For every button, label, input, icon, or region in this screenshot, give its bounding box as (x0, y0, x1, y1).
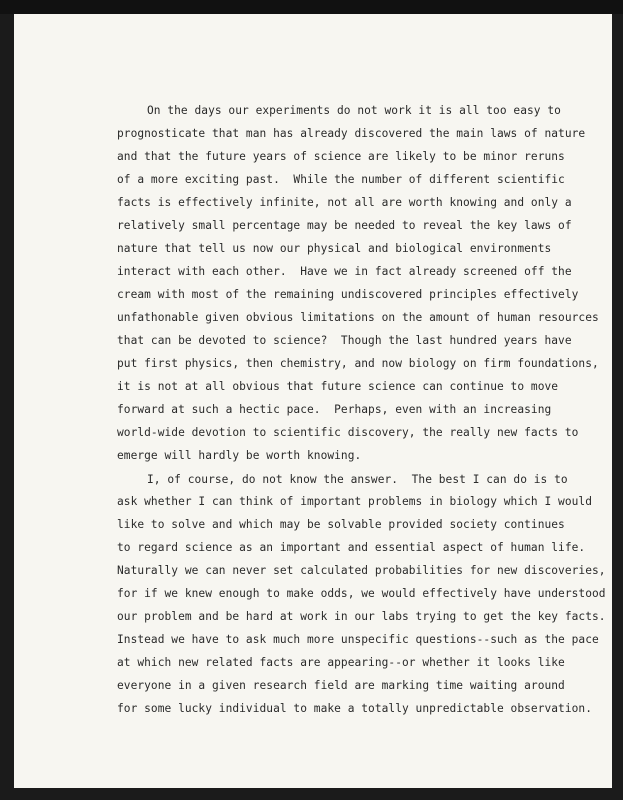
scan-top-edge (0, 0, 623, 14)
text-line: our problem and be hard at work in our labs trying to get the key facts. (117, 610, 606, 623)
text-line: to regard science as an important and essential aspect of human life. (117, 541, 586, 554)
document-page (14, 14, 612, 788)
text-line: put first physics, then chemistry, and now biology on firm foundations, (117, 357, 599, 370)
text-line: cream with most of the remaining undiscovered principles effectively (117, 288, 579, 301)
text-line: like to solve and which may be solvable provided society continues (117, 518, 565, 531)
text-line: On the days our experiments do not work it is all too easy to (147, 104, 561, 117)
text-line: I, of course, do not know the answer. The best I can do is to (147, 473, 568, 486)
text-line: for some lucky individual to make a totally unpredictable observation. (117, 702, 592, 715)
text-line: unfathonable given obvious limitations on the amount of human resources (117, 311, 599, 324)
text-line: of a more exciting past. While the number of different scientific (117, 173, 565, 186)
text-line: facts is effectively infinite, not all are worth knowing and only a (117, 196, 572, 209)
text-line: forward at such a hectic pace. Perhaps, even with an increasing (117, 403, 552, 416)
text-line: interact with each other. Have we in fact already screened off the (117, 265, 572, 278)
text-line: and that the future years of science are likely to be minor reruns (117, 150, 565, 163)
text-line: ask whether I can think of important problems in biology which I would (117, 495, 592, 508)
text-line: at which new related facts are appearing--or whether it looks like (117, 656, 565, 669)
text-line: emerge will hardly be worth knowing. (117, 449, 362, 462)
text-line: nature that tell us now our physical and biological environments (117, 242, 552, 255)
text-line: everyone in a given research field are marking time waiting around (117, 679, 565, 692)
text-line: for if we knew enough to make odds, we would effectively have understood (117, 587, 606, 600)
text-line: prognosticate that man has already discovered the main laws of nature (117, 127, 586, 140)
text-line: world-wide devotion to scientific discovery, the really new facts to (117, 426, 579, 439)
text-line: that can be devoted to science? Though the last hundred years have (117, 334, 572, 347)
text-line: Naturally we can never set calculated probabilities for new discoveries, (117, 564, 606, 577)
text-line: relatively small percentage may be needed to reveal the key laws of (117, 219, 572, 232)
text-line: it is not at all obvious that future science can continue to move (117, 380, 559, 393)
text-line: Instead we have to ask much more unspecific questions--such as the pace (117, 633, 599, 646)
